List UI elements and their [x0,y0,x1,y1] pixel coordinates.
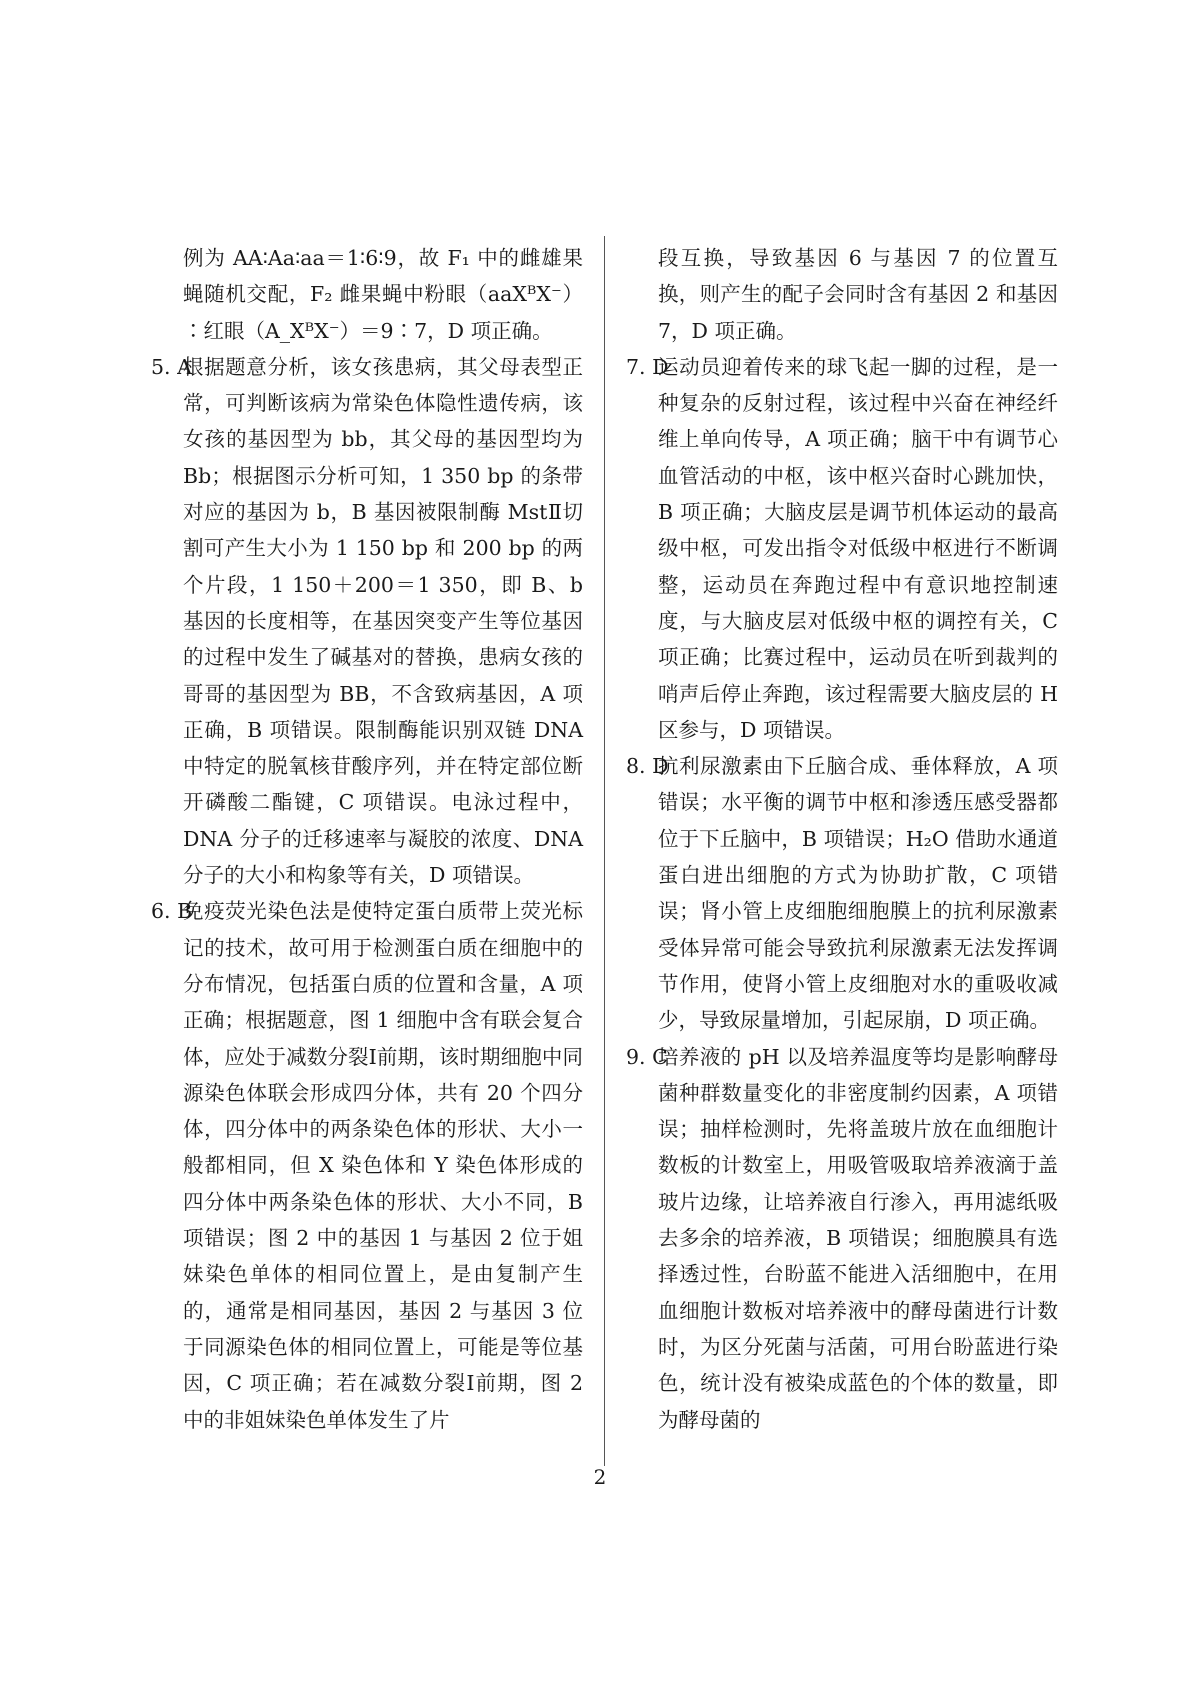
answer-item-5 [153,349,583,893]
answer-item-8 [628,748,1058,1038]
column-divider [604,236,605,1466]
answer-number: 6. B [151,899,193,924]
continuation-paragraph: 段互换，导致基因 6 与基因 7 的位置互换，则产生的配子会同时含有基因 2 和基因 7，D 项正确。 [658,246,1058,343]
answer-text: 培养液的 pH 以及培养温度等均是影响酵母菌种群数量变化的非密度制约因素，A 项错误；抽样检测时，先将盖玻片放在血细胞计数板的计数室上，用吸管吸取培养液滴于盖玻片边缘，让培养液自行渗入，再用滤纸吸去多余的培养液，B 项错误；细胞膜具有选择透过性，台盼蓝不能进入活细胞中，在用血细胞计数板对培养液中的酵母菌进行计数时，为区分死菌与活菌，可用台盼蓝进行染色，统计没有被染成蓝色的个体的数量，即为酵母菌的 [658,1044,1058,1432]
answer-number: 5. A [151,354,192,379]
page-number: 2 [593,1465,607,1489]
answer-item-9 [628,1039,1058,1438]
answer-text: 根据题意分析，该女孩患病，其父母表型正常，可判断该病为常染色体隐性遗传病，该女孩的基因型为 bb，其父母的基因型均为 Bb；根据图示分析可知，1 350 bp 的条带对应的基因为 b，B 基因被限制酶 MstⅡ切割可产生大小为 1 150 bp 和 200 bp 的两个片段，1 150＋200＝1 350，即 B、b 基因的长度相等，在基因突变产生等位基因的过程中发生了碱基对的替换，患病女孩的哥哥的基因型为 BB，不含致病基因，A 项正确，B 项错误。限制酶能识别双链 DNA 中特定的脱氧核苷酸序列，并在特定部位断开磷酸二酯键，C 项错误。电泳过程中，DNA 分子的迁移速率与凝胶的浓度、DNA 分子的大小和构象等有关，D 项错误。 [183,354,583,888]
answer-number: 9. C [626,1044,668,1069]
answer-item-6 [153,893,583,1437]
answer-number: 8. D [626,754,669,779]
left-column [153,240,583,1438]
right-column [628,240,1058,1438]
answer-text: 免疫荧光染色法是使特定蛋白质带上荧光标记的技术，故可用于检测蛋白质在细胞中的分布情况，包括蛋白质的位置和含量，A 项正确；根据题意，图 1 细胞中含有联会复合体，应处于减数分裂Ⅰ前期，该时期细胞中同源染色体联会形成四分体，共有 20 个四分体，四分体中的两条染色体的形状、大小一般都相同，但 X 染色体和 Y 染色体形成的四分体中两条染色体的形状、大小不同，B 项错误；图 2 中的基因 1 与基因 2 位于姐妹染色单体的相同位置上，是由复制产生的，通常是相同基因，基因 2 与基因 3 位于同源染色体的相同位置上，可能是等位基因，C 项正确；若在减数分裂Ⅰ前期，图 2 中的非姐妹染色单体发生了片 [183,899,583,1432]
answer-text: 抗利尿激素由下丘脑合成、垂体释放，A 项错误；水平衡的调节中枢和渗透压感受器都位于下丘脑中，B 项错误；H₂O 借助水通道蛋白进出细胞的方式为协助扩散，C 项错误；肾小管上皮细胞细胞膜上的抗利尿激素受体异常可能会导致抗利尿激素无法发挥调节作用，使肾小管上皮细胞对水的重吸收减少，导致尿量增加，引起尿崩，D 项正确。 [658,754,1058,1033]
answer-text: 运动员迎着传来的球飞起一脚的过程，是一种复杂的反射过程，该过程中兴奋在神经纤维上单向传导，A 项正确；脑干中有调节心血管活动的中枢，该中枢兴奋时心跳加快，B 项正确；大脑皮层是调节机体运动的最高级中枢，可发出指令对低级中枢进行不断调整，运动员在奔跑过程中有意识地控制速度，与大脑皮层对低级中枢的调控有关，C 项正确；比赛过程中，运动员在听到裁判的哨声后停止奔跑，该过程需要大脑皮层的 H 区参与，D 项错误。 [658,354,1058,742]
answer-number: 7. D [626,354,669,379]
answer-item-7 [628,349,1058,748]
continuation-paragraph: 例为 AA∶Aa∶aa＝1∶6∶9，故 F₁ 中的雌雄果蝇随机交配，F₂ 雌果蝇中粉眼（aaXᴮX⁻）∶红眼（A_XᴮX⁻）＝9∶7，D 项正确。 [183,246,583,343]
